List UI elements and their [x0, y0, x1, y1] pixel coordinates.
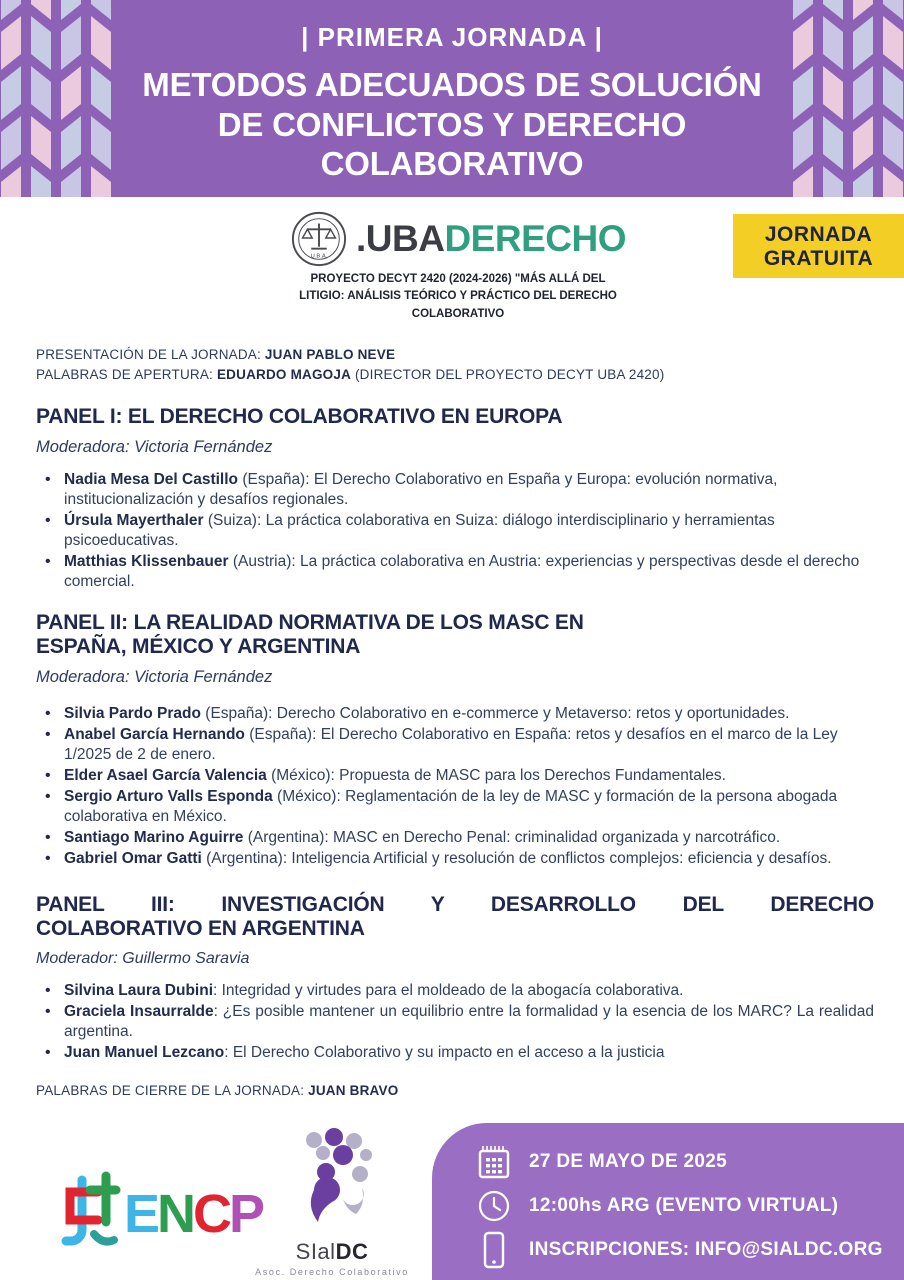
free-badge-line: GRATUITA — [763, 247, 874, 271]
speaker-name: Úrsula Mayerthaler — [64, 511, 204, 529]
speaker-name: Graciela Insaurralde — [64, 1003, 214, 1021]
panel-3-title — [36, 893, 874, 941]
calendar-icon — [476, 1143, 512, 1181]
event-title — [0, 65, 904, 184]
opening-suffix: (DIRECTOR DEL PROYECTO DECYT UBA 2420) — [351, 367, 665, 383]
free-badge-line: JORNADA — [764, 223, 873, 246]
encp-logo — [52, 1168, 262, 1260]
registration-row — [476, 1228, 894, 1272]
speaker-topic: (España): Derecho Colaborativo en e-commerce y Metaverso: retos y oportunidades. — [205, 704, 790, 722]
speaker-topic: : El Derecho Colaborativo y su impacto en el acceso a la justicia — [224, 1044, 665, 1062]
speaker-item — [36, 828, 874, 848]
panel-title-line: PANEL II: LA REALIDAD NORMATIVA DE LOS MASC EN — [36, 610, 584, 634]
speaker-name: Sergio Arturo Valls Esponda — [64, 787, 273, 805]
registration-info: INSCRIPCIONES: INFO@SIALDC.ORG — [529, 1239, 883, 1260]
clock-icon — [476, 1188, 512, 1224]
sialdc-logo — [252, 1128, 412, 1277]
closing-label: PALABRAS DE CIERRE DE LA JORNADA: — [36, 1083, 309, 1099]
encp-letter-e: E — [124, 1184, 158, 1244]
panel-2-section — [36, 611, 874, 869]
panel-1-speakers-list — [36, 470, 874, 592]
speaker-topic: (España): El Derecho Colaborativo en España: retos y desafíos en el marco de la Ley 1/2025 de 2 de enero. — [64, 725, 838, 763]
speaker-item — [36, 704, 874, 724]
speaker-item — [36, 725, 874, 765]
speaker-item — [36, 511, 874, 551]
phone-icon — [476, 1230, 512, 1270]
event-title-line: METODOS ADECUADOS DE SOLUCIÓN — [142, 66, 762, 103]
footer — [0, 1122, 904, 1280]
panel-title-line: ESPAÑA, MÉXICO Y ARGENTINA — [36, 634, 361, 658]
speaker-topic: (Argentina): Inteligencia Artificial y resolución de conflictos complejos: eficiencia y desafíos. — [206, 849, 832, 867]
speaker-name: Elder Asael García Valencia — [64, 766, 267, 784]
date-row — [476, 1140, 894, 1184]
uba-wordmark-prefix: .UBA — [356, 218, 445, 259]
panel-title-line: COLABORATIVO EN ARGENTINA — [36, 917, 365, 941]
speaker-name: Nadia Mesa Del Castillo — [64, 470, 239, 488]
speaker-item — [36, 1002, 874, 1042]
presentation-name: JUAN PABLO NEVE — [264, 347, 396, 362]
presentation-label: PRESENTACIÓN DE LA JORNADA: — [36, 347, 265, 362]
speaker-topic: (Suiza): La práctica colaborativa en Suiza: diálogo interdisciplinario y herramientas psicoeducativas. — [64, 511, 775, 549]
project-subtitle — [282, 271, 634, 323]
project-subtitle-line: PROYECTO DECYT 2420 (2024-2026) "MÁS ALLÁ DEL — [310, 273, 606, 285]
speaker-item — [36, 470, 874, 510]
panel-2-moderator: Moderadora: Victoria Fernández — [36, 667, 273, 686]
presentation-line — [36, 345, 868, 365]
panel-3-moderator: Moderador: Guillermo Saravia — [36, 950, 250, 968]
speaker-topic: (Argentina): MASC en Derecho Penal: criminalidad organizada y narcotráfico. — [247, 828, 781, 846]
uba-derecho-logo — [248, 210, 668, 323]
event-title-line: DE CONFLICTOS Y DERECHO — [217, 105, 687, 143]
encp-letter-p: P — [229, 1184, 263, 1244]
closing-line — [36, 1081, 868, 1101]
time-row — [476, 1184, 894, 1228]
panel-2-title — [36, 611, 874, 659]
closing-name: JUAN BRAVO — [308, 1083, 399, 1099]
event-date: 27 DE MAYO DE 2025 — [529, 1151, 727, 1172]
encp-letters — [124, 1183, 262, 1245]
panel-3-speakers-list — [36, 981, 874, 1063]
panel-1-section — [36, 405, 874, 592]
sialdc-wordmark-a: SIal — [295, 1239, 336, 1264]
speaker-item — [36, 552, 874, 592]
event-time: 12:00hs ARG (EVENTO VIRTUAL) — [529, 1195, 839, 1216]
speaker-topic: (México): Propuesta de MASC para los Derechos Fundamentales. — [271, 766, 726, 784]
panel-1-title — [36, 405, 874, 429]
speaker-name: Gabriel Omar Gatti — [64, 849, 202, 867]
encp-letter-n: N — [157, 1184, 194, 1244]
panel-1-moderator: Moderadora: Victoria Fernández — [36, 437, 273, 456]
speaker-name: Matthias Klissenbauer — [64, 552, 229, 570]
speaker-topic: (España): El Derecho Colaborativo en España y Europa: evolución normativa, institucionalización y desafíos regionales. — [64, 470, 778, 508]
uba-wordmark-suffix: DERECHO — [444, 218, 626, 259]
opening-label: PALABRAS DE APERTURA: — [36, 367, 217, 383]
speaker-item — [36, 849, 874, 869]
speaker-topic: (México): Reglamentación de la ley de MASC y formación de la persona abogada colaborativa en México. — [64, 787, 838, 825]
speaker-topic: (Austria): La práctica colaborativa en Austria: experiencias y perspectivas desde el derecho comercial. — [64, 552, 860, 590]
panel-3-section — [36, 893, 874, 1063]
herringbone-pattern-left — [0, 0, 118, 197]
panel-2-speakers-list — [36, 704, 874, 869]
herringbone-pattern-right — [786, 0, 904, 197]
header-banner — [0, 0, 904, 197]
speaker-name: Silvia Pardo Prado — [64, 704, 201, 722]
speaker-topic: : Integridad y virtudes para el moldeado de la abogacía colaborativa. — [213, 982, 684, 1000]
sialdc-dots-icon — [276, 1128, 388, 1232]
sialdc-tagline: Asoc. Derecho Colaborativo — [255, 1267, 409, 1277]
speaker-name: Juan Manuel Lezcano — [64, 1044, 225, 1062]
uba-seal-icon — [290, 210, 348, 268]
sialdc-wordmark — [252, 1239, 412, 1265]
kicker: | PRIMERA JORNADA | — [301, 22, 603, 52]
speaker-item — [36, 766, 874, 786]
event-info-box — [432, 1123, 904, 1280]
event-title-line: COLABORATIVO — [320, 145, 584, 183]
uba-wordmark — [356, 218, 626, 260]
intro-block — [36, 345, 868, 386]
speaker-item — [36, 1043, 874, 1063]
project-subtitle-line: COLABORATIVO — [411, 307, 505, 320]
opening-name: EDUARDO MAGOJA — [216, 367, 352, 383]
encp-letter-c: C — [193, 1184, 230, 1244]
speaker-name: Santiago Marino Aguirre — [64, 828, 244, 846]
svg-text:U.B.A.: U.B.A. — [310, 253, 328, 260]
speaker-name: Anabel García Hernando — [64, 725, 245, 743]
speaker-name: Silvina Laura Dubini — [64, 982, 213, 1000]
speaker-topic: : ¿Es posible mantener un equilibrio entre la formalidad y la esencia de los MARC? La realidad argentina. — [64, 1003, 874, 1041]
free-event-badge — [733, 214, 904, 278]
speaker-item — [36, 787, 874, 827]
panel-title-line: PANEL III: INVESTIGACIÓN Y DESARROLLO DEL DERECHO — [36, 892, 874, 916]
project-subtitle-line: LITIGIO: ANÁLISIS TEÓRICO Y PRÁCTICO DEL DERECHO — [299, 290, 617, 303]
organizer-row — [0, 210, 904, 330]
speaker-item — [36, 981, 874, 1001]
sialdc-wordmark-b: DC — [335, 1239, 369, 1264]
panel-title-line: PANEL I: EL DERECHO COLABORATIVO EN EUROPA — [36, 404, 563, 428]
opening-line — [36, 365, 868, 385]
